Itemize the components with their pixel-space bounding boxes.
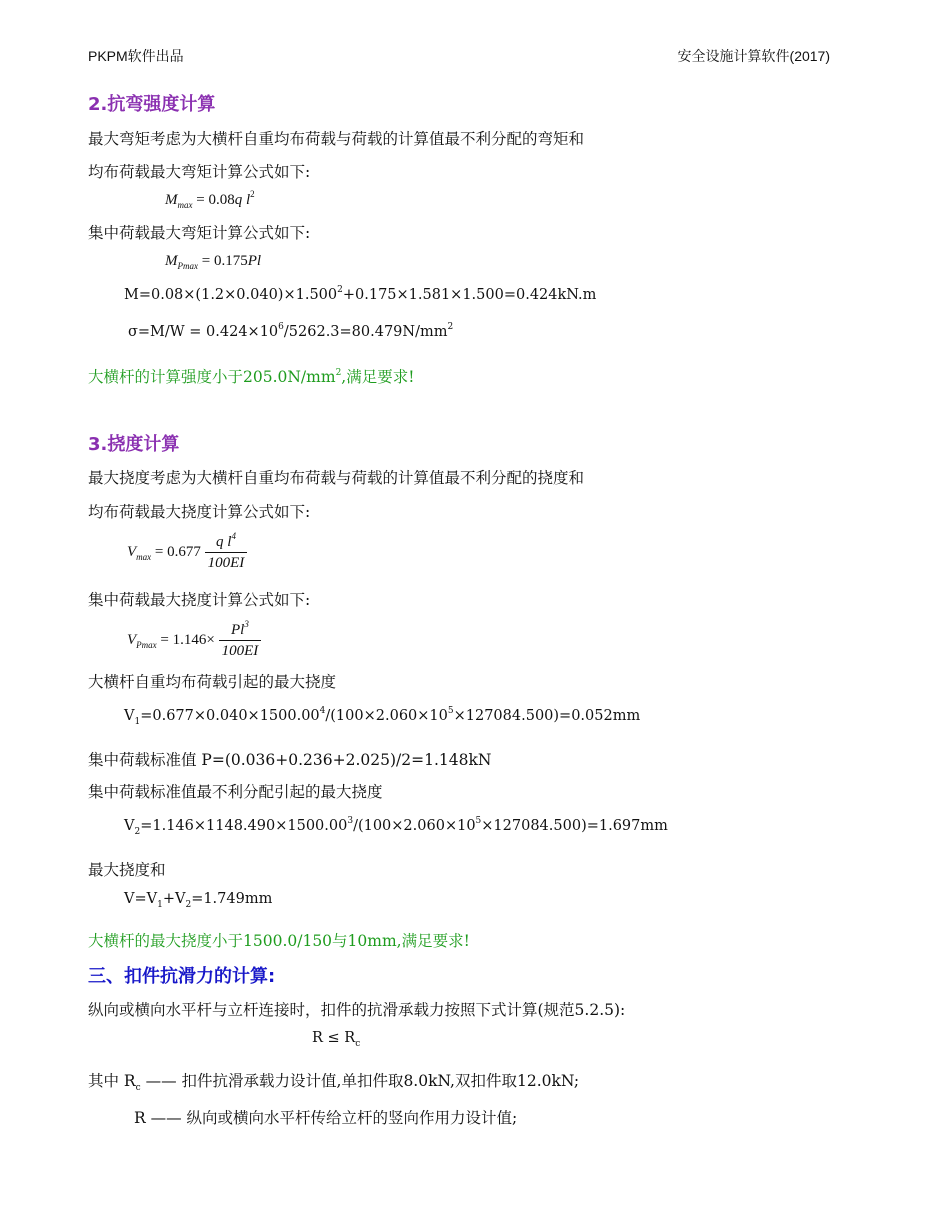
formula-vpmax-num-text: Pl [231, 622, 245, 638]
calc-moment-b: +0.175×1.581×1.500=0.424kN.m [342, 287, 597, 303]
formula-vpmax-coef: = 1.146× [156, 631, 215, 648]
formula-mmax-var: q l [234, 192, 251, 208]
formula-mmax [165, 189, 255, 210]
formula-vpmax-fraction [219, 620, 262, 661]
calc-stress-sup-2: 2 [447, 322, 454, 332]
section-2-result [88, 365, 414, 387]
formula-vpmax-num-sup: 3 [244, 619, 249, 629]
section-three-where-1-sub: c [135, 1083, 141, 1093]
section-2-result-a: 大横杆的计算强度小于205.0N/mm [88, 368, 336, 386]
formula-vpmax [127, 620, 261, 661]
formula-mpmax [165, 253, 261, 271]
section-three-para-1: 纵向或横向水平杆与立杆连接时，扣件的抗滑承载力按照下式计算(规范5.2.5): [88, 1001, 626, 1019]
section-2-para-3: 集中荷载最大弯矩计算公式如下: [88, 224, 311, 242]
section-three-where-2: R —— 纵向或横向水平杆传给立杆的竖向作用力设计值; [134, 1109, 518, 1127]
section-2-title: 2.抗弯强度计算 [88, 94, 216, 115]
formula-vmax-lhs: V [127, 543, 137, 560]
calc-stress-a: σ=M/W = 0.424×10 [128, 324, 279, 340]
formula-vpmax-sub: Pmax [136, 639, 157, 650]
calc-v1-c: /(100×2.060×10 [325, 708, 448, 724]
header-left: PKPM软件出品 [88, 48, 184, 64]
formula-vpmax-numerator [219, 620, 262, 641]
formula-vmax-numerator [205, 532, 248, 553]
section-three-where-1-a: 其中 R [88, 1072, 136, 1090]
formula-r-le-rc-a: R ≤ R [312, 1030, 356, 1046]
section-2-para-2: 均布荷载最大弯矩计算公式如下: [88, 163, 311, 181]
formula-vmax-coef: = 0.677 [151, 543, 201, 560]
calc-v2-a: V [124, 818, 135, 834]
formula-vmax-sub: max [136, 551, 152, 562]
formula-r-le-rc-sub: c [355, 1039, 361, 1049]
header-right: 安全设施计算软件(2017) [677, 48, 830, 64]
calc-vtotal-sub-1: 1 [157, 900, 163, 910]
calc-stress-sup-1: 6 [278, 322, 284, 332]
calc-v2-sup-2: 5 [475, 816, 482, 826]
formula-vmax-fraction [205, 532, 248, 573]
formula-mpmax-sub: Pmax [177, 261, 198, 271]
section-3-para-7: 最大挠度和 [88, 861, 166, 879]
calc-v2 [124, 816, 668, 837]
formula-vmax-num-sup: 4 [231, 531, 236, 541]
formula-vmax [127, 532, 247, 573]
formula-vmax-denominator: 100EI [207, 555, 245, 571]
calc-v1-sup-1: 4 [319, 706, 326, 716]
formula-mmax-lhs: M [165, 192, 178, 208]
section-3-para-3: 集中荷载最大挠度计算公式如下: [88, 591, 311, 609]
formula-vmax-num-text: q l [216, 534, 232, 550]
formula-r-le-rc [312, 1030, 361, 1049]
section-3-result: 大横杆的最大挠度小于1500.0/150与10mm,满足要求! [88, 932, 470, 950]
formula-mmax-rhs: = 0.08 [192, 192, 235, 208]
formula-mmax-sub: max [177, 200, 193, 210]
calc-stress [128, 324, 453, 340]
section-3-para-4: 大横杆自重均布荷载引起的最大挠度 [88, 673, 337, 691]
calc-vtotal-sub-2: 2 [185, 900, 192, 910]
calc-moment [124, 287, 596, 303]
calc-v1-sup-2: 5 [447, 706, 454, 716]
calc-v1-sub: 1 [134, 717, 141, 727]
formula-mpmax-rhs: = 0.175 [198, 253, 248, 269]
section-three-title: 三、扣件抗滑力的计算: [88, 966, 276, 987]
calc-vtotal [124, 891, 273, 910]
calc-v2-d: ×127084.500)=1.697mm [481, 818, 668, 834]
formula-vpmax-lhs: V [127, 631, 137, 648]
calc-v2-c: /(100×2.060×10 [353, 818, 476, 834]
calc-v1-d: ×127084.500)=0.052mm [453, 708, 641, 724]
calc-v2-b: =1.146×1148.490×1500.00 [140, 818, 348, 834]
calc-v1-b: =0.677×0.040×1500.00 [140, 708, 320, 724]
formula-mpmax-var: Pl [247, 253, 262, 269]
calc-vtotal-a: V=V [124, 891, 158, 907]
section-3-para-5: 集中荷载标准值 P=(0.036+0.236+2.025)/2=1.148kN [88, 751, 492, 769]
calc-vtotal-b: +V [162, 891, 186, 907]
formula-vpmax-denominator: 100EI [221, 643, 259, 659]
calc-v2-sup-1: 3 [347, 816, 354, 826]
section-2-result-b: ,满足要求! [341, 368, 415, 386]
calc-vtotal-c: =1.749mm [191, 891, 273, 907]
section-three-where-1-b: —— 扣件抗滑承载力设计值,单扣件取8.0kN,双扣件取12.0kN; [140, 1072, 580, 1090]
section-3-title: 3.挠度计算 [88, 434, 180, 455]
section-3-para-1: 最大挠度考虑为大横杆自重均布荷载与荷载的计算值最不利分配的挠度和 [88, 469, 585, 487]
section-3-para-6: 集中荷载标准值最不利分配引起的最大挠度 [88, 783, 383, 801]
section-three-where-1 [88, 1069, 579, 1091]
calc-v2-sub: 2 [134, 827, 141, 837]
calc-moment-sup: 2 [337, 285, 343, 295]
section-2-para-1: 最大弯矩考虑为大横杆自重均布荷载与荷载的计算值最不利分配的弯矩和 [88, 130, 585, 148]
calc-v1-a: V [124, 708, 135, 724]
calc-stress-b: /5262.3=80.479N/mm [283, 324, 448, 340]
calc-v1 [124, 706, 641, 727]
calc-moment-a: M=0.08×(1.2×0.040)×1.500 [124, 287, 338, 303]
formula-mpmax-lhs: M [165, 253, 178, 269]
formula-mmax-sup: 2 [250, 189, 255, 199]
section-3-para-2: 均布荷载最大挠度计算公式如下: [88, 503, 311, 521]
section-2-result-sup: 2 [335, 368, 342, 378]
